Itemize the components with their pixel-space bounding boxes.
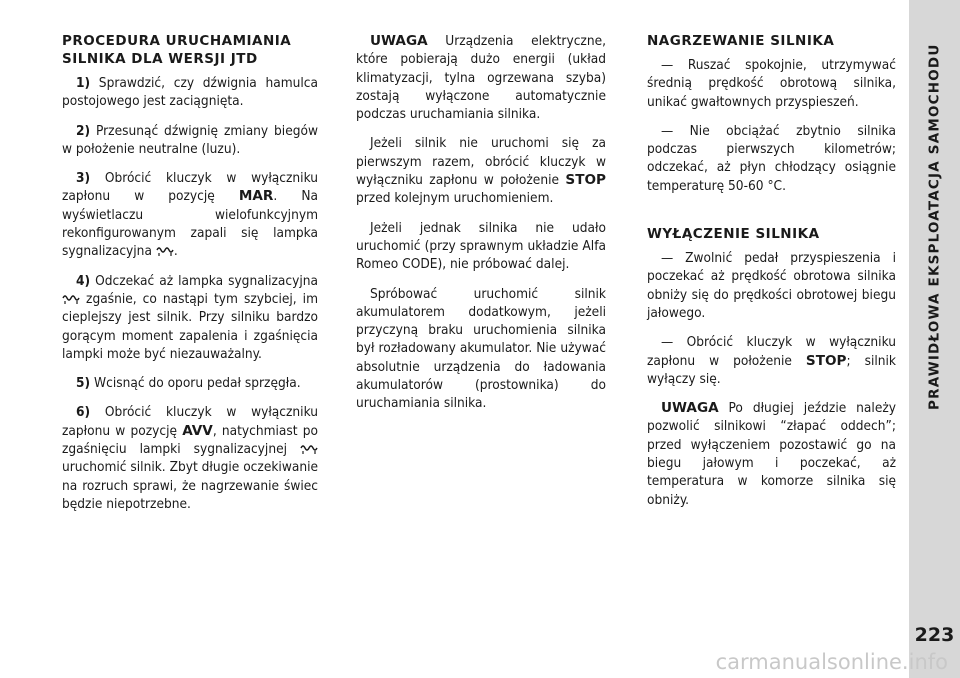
step-number: 2): [76, 122, 91, 139]
paragraph-text: ; silnik wyłączy się.: [647, 352, 896, 387]
step-text: Obrócić kluczyk w wyłączniku zapłonu w pozycję: [62, 170, 319, 205]
step-text: Wcisnąć do oporu pedał sprzęgła.: [94, 375, 301, 392]
step-number: 6): [76, 404, 91, 421]
step-text: , natychmiast po zgaśnięciu lampki sygnalizacyjnej: [62, 422, 318, 458]
paragraph-text: Jeżeli jednak silnika nie udało uruchomić (przy sprawnym układzie Alfa Romeo CODE), nie próbować dalej.: [356, 219, 606, 273]
glow-plug-icon: [62, 294, 80, 304]
paragraph-warmup-2: [647, 122, 896, 195]
step-text: . Na wyświetlaczu wielofunkcyjnym rekonfigurowanym zapali się lampka sygnalizacyjna: [62, 188, 318, 260]
paragraph-text: Jeżeli silnik nie uruchomi się za pierwszym razem, obrócić kluczyk w wyłączniku zapłonu w położenie: [356, 135, 606, 189]
step-text: Odczekać aż lampka sygnalizacyjna: [95, 272, 319, 289]
paragraph-text: przed kolejnym uruchomieniem.: [356, 190, 554, 207]
section-heading-shutdown: WYŁĄCZENIE SILNIKA: [647, 226, 820, 243]
page-number: 223: [914, 624, 955, 646]
step-number: 4): [76, 272, 91, 289]
key-position-mar: MAR: [238, 188, 274, 205]
step-number: 5): [76, 375, 91, 392]
section-heading-warmup: NAGRZEWANIE SILNIKA: [647, 33, 835, 49]
paragraph-shutdown-2: [647, 333, 896, 388]
step-6: [62, 403, 318, 513]
column-warmup-shutdown: [647, 32, 896, 520]
section-heading-startup: [62, 32, 318, 68]
heading-line-2: SILNIKA DLA WERSJI JTD: [62, 51, 258, 67]
paragraph-battery: [356, 285, 606, 413]
step-1: [62, 74, 318, 111]
warning-label: UWAGA: [661, 400, 719, 417]
step-2: [62, 122, 318, 159]
key-position-stop: STOP: [805, 352, 847, 369]
step-text: .: [173, 243, 178, 260]
warning-paragraph: [647, 399, 896, 509]
step-number: 3): [76, 170, 91, 187]
glow-plug-icon: [300, 444, 318, 454]
step-text: uruchomić silnik. Zbyt długie oczekiwanie na rozruch sprawi, że nagrzewanie świec będzie niepotrzebne.: [62, 459, 318, 512]
paragraph-retry: [356, 134, 606, 207]
key-position-avv: AVV: [182, 422, 213, 439]
step-text: zgaśnie, co nastąpi tym szybciej, im cieplejszy jest silnik. Przy silniku bardzo gorącym moment zapalenia i zgaśnięcia lampki może być niezauważalny.: [62, 290, 318, 362]
warning-label: UWAGA: [370, 33, 428, 49]
heading-line-1: PROCEDURA URUCHAMIANIA: [62, 33, 292, 49]
warning-text: Urządzenia elektryczne, które pobierają dużo energii (układ klimatyzacji, tylna ogrzewana szyba) zostają wyłączone automatycznie podczas uruchamiania silnika.: [356, 33, 606, 123]
warning-text: Po długiej jeździe należy pozwolić silnikowi “złapać oddech”; przed wyłączeniem pozostawić go na biegu jałowym i poczekać, aż temperatura w komorze silnika się obniży.: [647, 400, 896, 508]
paragraph-warmup-1: [647, 56, 896, 111]
step-number: 1): [76, 75, 91, 91]
warning-paragraph: [356, 32, 606, 123]
watermark: carmanualsonline.info: [715, 650, 948, 674]
step-4: [62, 272, 318, 363]
step-text: Przesunąć dźwignię zmiany biegów w położenie neutralne (luzu).: [62, 122, 318, 157]
paragraph-text: — Obrócić kluczyk w wyłączniku zapłonu w położenie: [647, 334, 896, 369]
chapter-title: PRAWIDŁOWA EKSPLOATACJA SAMOCHODU: [926, 43, 943, 410]
paragraph-text: — Zwolnić pedał przyspieszenia i poczekać aż prędkość obrotowa silnika obniży się do prędkości obrotowej biegu jałowego.: [647, 250, 896, 321]
step-5: [62, 374, 318, 392]
key-position-stop: STOP: [565, 172, 606, 189]
step-3: [62, 169, 318, 260]
paragraph-text: Spróbować uruchomić silnik akumulatorem dodatkowym, jeżeli przyczyną braku uruchomienia silnika był rozładowany akumulator. Nie używać absolutnie urządzenia do ładowania akumulatorów (prostownika) do uruchamiania silnika.: [356, 285, 606, 412]
column-startup-procedure: [62, 32, 318, 524]
step-text: Sprawdzić, czy dźwignia hamulca postojowego jest zaciągnięta.: [62, 75, 318, 110]
paragraph-code: [356, 219, 606, 274]
paragraph-text: — Nie obciążać zbytnio silnika podczas pierwszych kilometrów; odczekać, aż płyn chłodzący osiągnie temperaturę 50-60 °C.: [647, 122, 896, 194]
paragraph-shutdown-1: [647, 249, 896, 322]
step-text: Obrócić kluczyk w wyłączniku zapłonu w pozycję: [62, 404, 319, 439]
glow-plug-icon: [156, 246, 174, 256]
paragraph-text: — Ruszać spokojnie, utrzymywać średnią prędkość obrotową silnika, unikać gwałtownych przyspieszeń.: [647, 57, 896, 110]
column-notes: [356, 32, 606, 424]
